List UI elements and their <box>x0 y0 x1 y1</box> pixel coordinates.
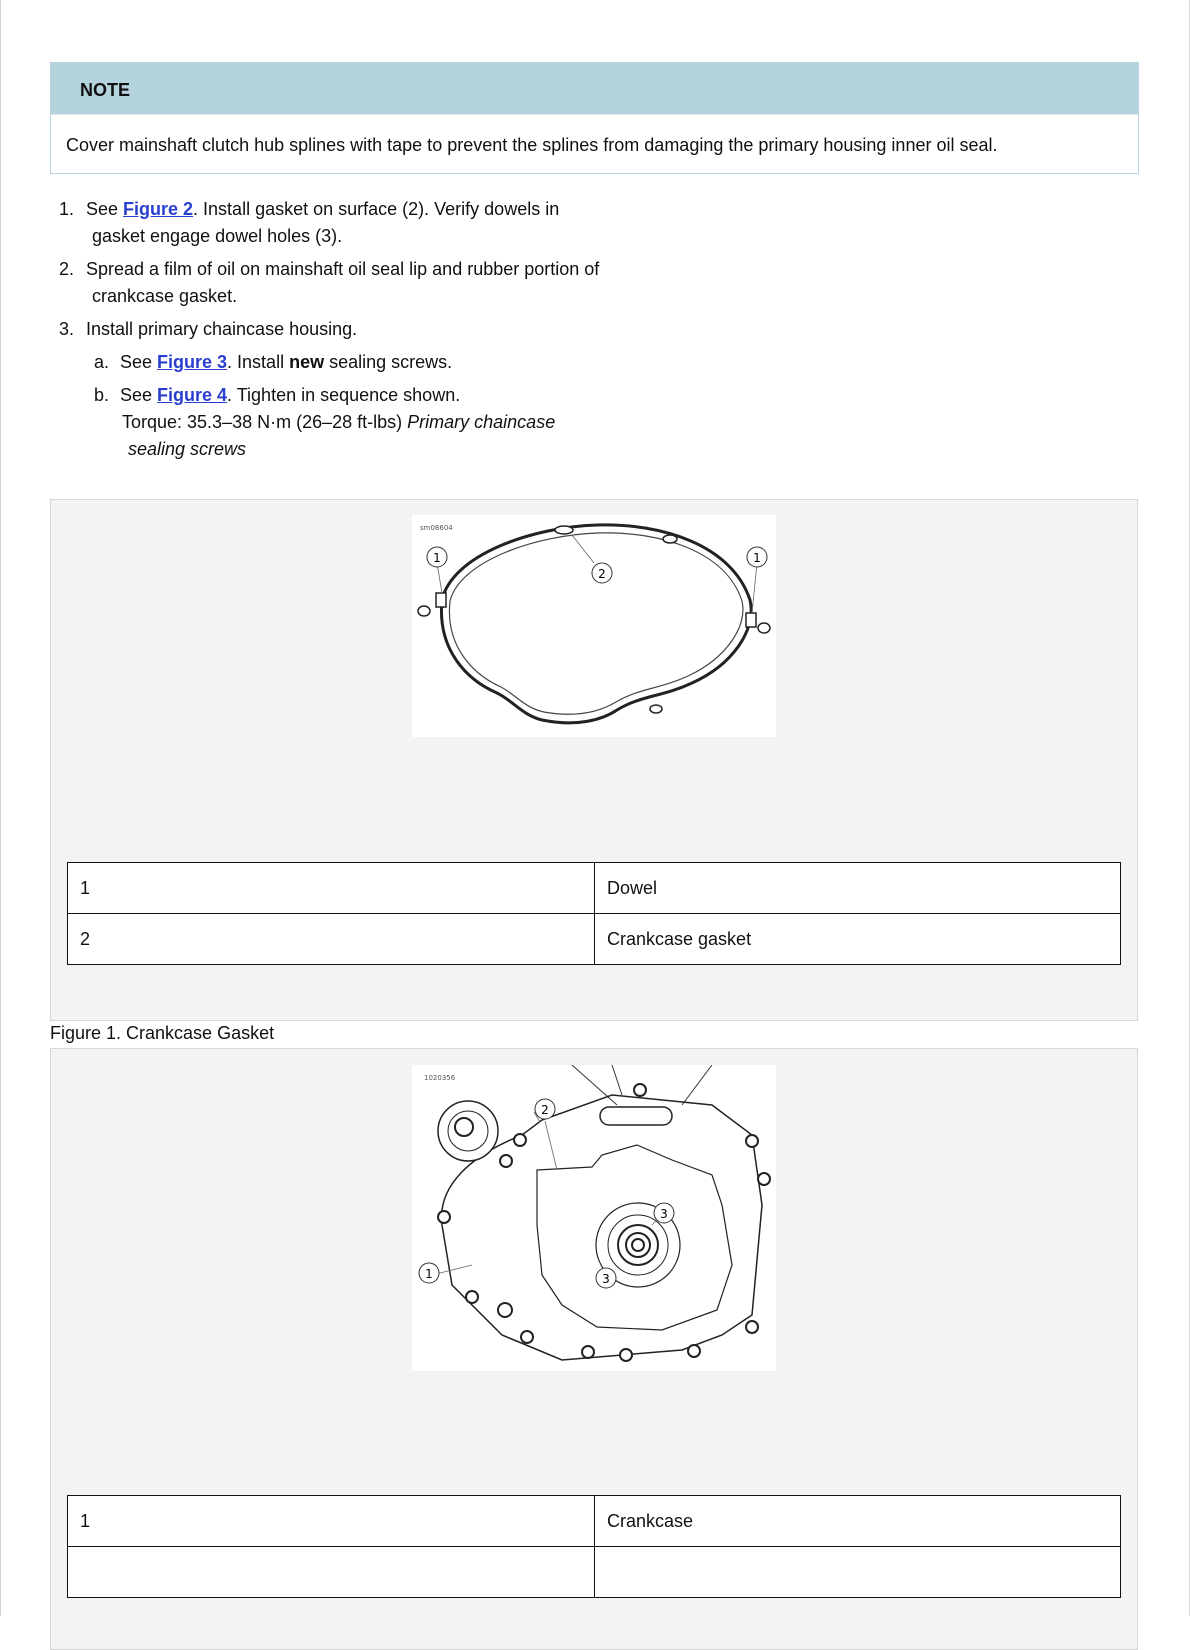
legend-label: Crankcase <box>595 1496 1121 1547</box>
step-text: Spread a film of oil on mainshaft oil seal lip and rubber portion of <box>86 259 600 279</box>
callout-3 <box>654 1203 674 1223</box>
figure-3-link[interactable]: Figure 3 <box>157 352 228 372</box>
legend-label <box>595 1547 1121 1598</box>
callout-1 <box>419 1263 439 1283</box>
note-heading: NOTE <box>51 63 1138 114</box>
torque-spec <box>120 409 600 463</box>
svg-text:1: 1 <box>433 551 441 565</box>
step-text: See <box>86 199 124 219</box>
substep-letter: b. <box>94 385 110 405</box>
figure-2-panel <box>50 1048 1138 1650</box>
svg-text:2: 2 <box>598 567 606 581</box>
step-2 <box>59 256 646 310</box>
table-row <box>68 914 1121 965</box>
step-text: . Install gasket on surface (2). Verify dowels in <box>193 199 560 219</box>
svg-text:1: 1 <box>425 1267 433 1281</box>
substep-text: . Tighten in sequence shown. <box>227 385 461 405</box>
callout-3 <box>596 1268 616 1288</box>
substep-b <box>59 382 600 463</box>
callout-1 <box>427 547 447 567</box>
note-text: Cover mainshaft clutch hub splines with tape to prevent the splines from damaging the primary housing inner oil seal. <box>51 114 1138 173</box>
table-row <box>68 863 1121 914</box>
substep-letter: a. <box>94 352 110 372</box>
substep-bold-text: new <box>289 352 325 372</box>
svg-text:3: 3 <box>602 1272 610 1286</box>
table-row <box>68 1496 1121 1547</box>
step-1 <box>59 196 646 250</box>
substep-a <box>59 349 600 376</box>
substep-text: sealing screws. <box>324 352 453 372</box>
image-code: 1020356 <box>424 1074 456 1082</box>
torque-item: Primary chaincase <box>407 412 556 432</box>
callout-1 <box>747 547 767 567</box>
figure-2-legend-table <box>67 1495 1121 1598</box>
procedure-steps <box>59 196 646 469</box>
substep-text: See <box>120 385 158 405</box>
legend-number: 1 <box>68 1496 595 1547</box>
substep-text: See <box>120 352 158 372</box>
figure-4-link[interactable]: Figure 4 <box>157 385 228 405</box>
callout-2 <box>535 1099 555 1119</box>
note-box <box>50 62 1139 174</box>
image-code: sm08604 <box>420 524 453 532</box>
svg-text:1: 1 <box>753 551 761 565</box>
figure-2-link[interactable]: Figure 2 <box>123 199 194 219</box>
torque-item-continued: sealing screws <box>128 439 247 459</box>
step-text-continued: gasket engage dowel holes (3). <box>92 226 343 246</box>
substep-text: . Install <box>227 352 290 372</box>
step-number: 3. <box>59 319 75 339</box>
table-row <box>68 1547 1121 1598</box>
svg-text:2: 2 <box>541 1103 549 1117</box>
torque-value: Torque: 35.3–38 N·m (26–28 ft-lbs) <box>122 412 408 432</box>
step-number: 1. <box>59 199 75 219</box>
crankcase-illustration <box>412 1065 776 1371</box>
legend-label: Crankcase gasket <box>595 914 1121 965</box>
legend-number: 2 <box>68 914 595 965</box>
figure-1-legend-table <box>67 862 1121 965</box>
step-text: Install primary chaincase housing. <box>86 319 358 339</box>
figure-1-caption: Figure 1. Crankcase Gasket <box>50 1023 275 1043</box>
legend-number <box>68 1547 595 1598</box>
crankcase-gasket-illustration <box>412 515 776 737</box>
legend-label: Dowel <box>595 863 1121 914</box>
step-number: 2. <box>59 259 75 279</box>
callout-2 <box>592 563 612 583</box>
legend-number: 1 <box>68 863 595 914</box>
step-text-continued: crankcase gasket. <box>92 286 238 306</box>
figure-1-panel <box>50 499 1138 1021</box>
svg-text:3: 3 <box>660 1207 668 1221</box>
step-3 <box>59 316 646 463</box>
